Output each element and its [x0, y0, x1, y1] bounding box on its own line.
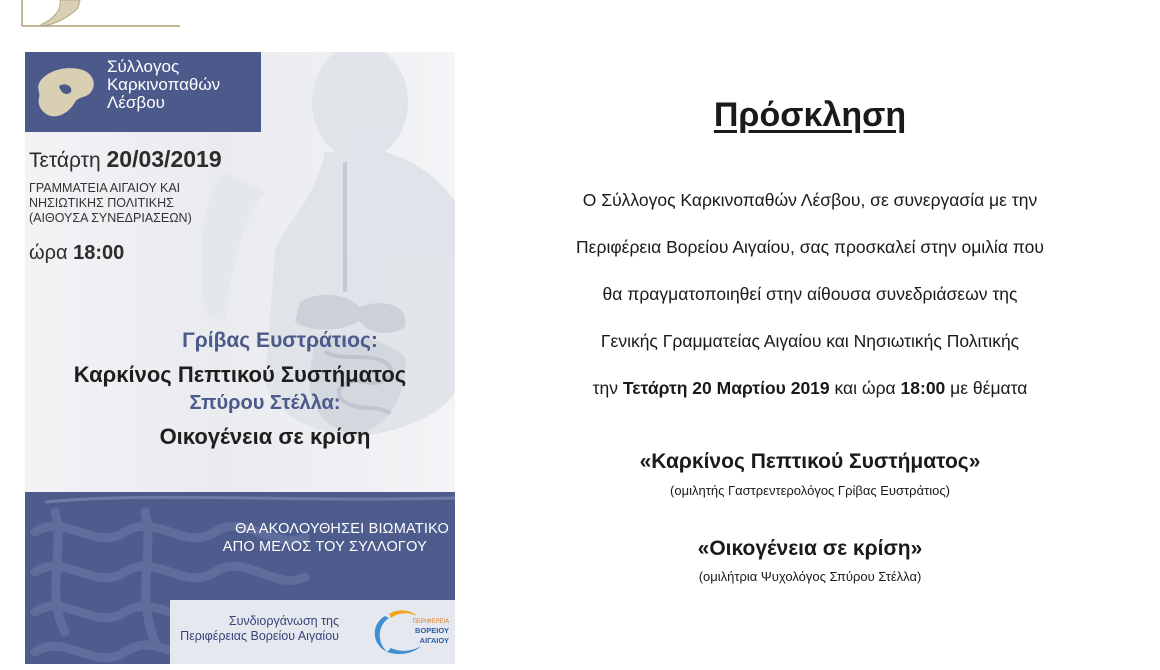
poster-venue: ΓΡΑΜΜΑΤΕΙΑ ΑΙΓΑΙΟΥ ΚΑΙ ΝΗΣΙΩΤΙΚΗΣ ΠΟΛΙΤΙΚΗΣ (ΑΙΘΟΥΣΑ ΣΥΝΕΔΡΙΑΣΕΩΝ)	[29, 181, 192, 225]
topic-1-speaker: (ομιλητής Γαστρεντερολόγος Γρίβας Ευστράτιος)	[670, 483, 950, 498]
top-logo-fragment-icon	[0, 0, 180, 30]
poster-topic-2: Οικογένεια σε κρίση	[159, 424, 371, 449]
organization-name: Σύλλογος Καρκινοπαθών Λέσβου	[107, 57, 221, 112]
event-poster	[25, 52, 455, 664]
svg-text:ΒΟΡΕΙΟΥ: ΒΟΡΕΙΟΥ	[415, 626, 449, 635]
invitation-line: θα πραγματοποιηθεί στην αίθουσα συνεδριάσεων της	[602, 284, 1018, 304]
invitation-line: Περιφέρεια Βορείου Αιγαίου, σας προσκαλεί στην ομιλία που	[576, 237, 1044, 257]
topic-1-title: «Καρκίνος Πεπτικού Συστήματος»	[639, 450, 981, 473]
lesvos-island-logo-icon	[31, 62, 101, 124]
invitation-paragraph	[460, 177, 1160, 412]
invitation-line: Ο Σύλλογος Καρκινοπαθών Λέσβου, σε συνεργασία με την	[582, 190, 1038, 210]
invitation-line: Γενικής Γραμματείας Αιγαίου και Νησιωτικής Πολιτικής	[600, 331, 1020, 351]
organization-banner	[25, 52, 261, 132]
svg-text:ΠΕΡΙΦΕΡΕΙΑ: ΠΕΡΙΦΕΡΕΙΑ	[412, 619, 449, 625]
poster-speaker-2: Σπύρου Στέλλα:	[189, 392, 341, 414]
co-organization-box: Συνδιοργάνωση της Περιφέρειας Βορείου Αιγαίου ΠΕΡΙΦΕΡΕΙΑ ΒΟΡΕΙΟΥ ΑΙΓΑΙΟΥ	[170, 600, 455, 664]
poster-speaker-1: Γρίβας Ευστράτιος:	[182, 329, 378, 352]
invitation	[460, 0, 1160, 670]
north-aegean-region-logo-icon	[365, 606, 451, 658]
poster-time: ώρα 18:00	[29, 242, 125, 264]
topic-2-title: «Οικογένεια σε κρίση»	[697, 537, 923, 560]
poster-followup-note: ΘΑ ΑΚΟΛΟΥΘΗΣΕΙ ΒΙΩΜΑΤΙΚΟ ΑΠΟ ΜΕΛΟΣ ΤΟΥ ΣΥΛΛΟΓΟΥ	[222, 521, 449, 555]
poster-date: Τετάρτη 20/03/2019	[29, 146, 222, 172]
poster-bottom-band	[25, 492, 455, 664]
invitation-title: Πρόσκληση	[713, 96, 907, 134]
poster-topic-1: Καρκίνος Πεπτικού Συστήματος	[73, 362, 407, 387]
invitation-line-date: την Τετάρτη 20 Μαρτίου 2019 και ώρα 18:00 με θέματα	[592, 378, 1028, 398]
topic-2-speaker: (ομιλήτρια Ψυχολόγος Σπύρου Στέλλα)	[698, 569, 922, 584]
svg-text:ΑΙΓΑΙΟΥ: ΑΙΓΑΙΟΥ	[419, 636, 449, 645]
